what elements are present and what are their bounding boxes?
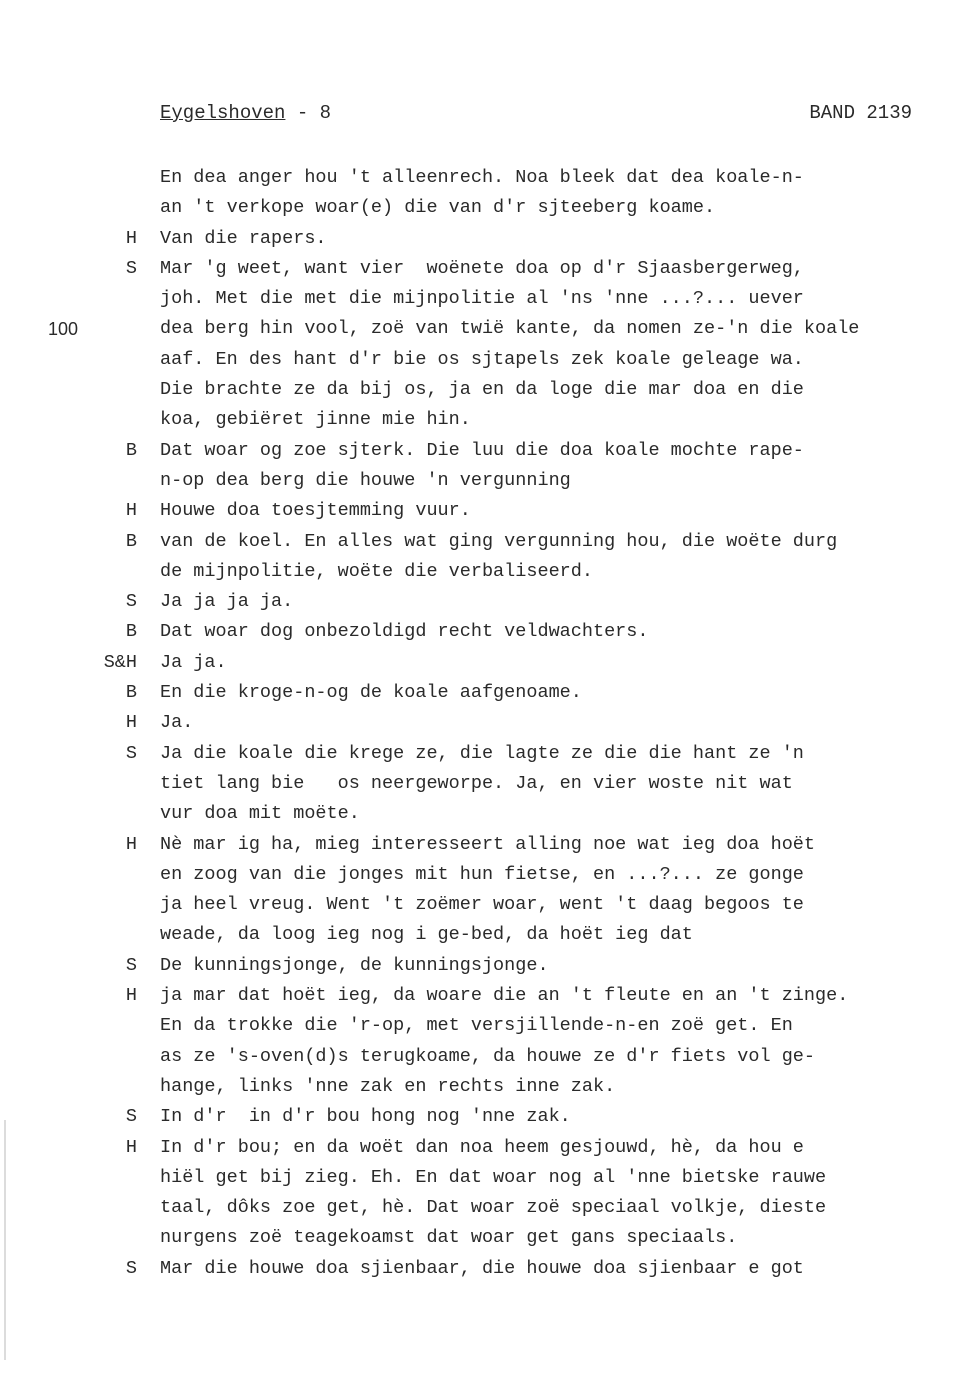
transcript-line (0, 163, 979, 193)
transcript-line (0, 981, 979, 1011)
transcript-line (0, 860, 979, 890)
speaker-label: H (125, 500, 137, 522)
line-text: vur doa mit moëte. (160, 803, 360, 825)
transcript-line (0, 830, 979, 860)
transcript-line (0, 254, 979, 284)
line-text: hange, links 'nne zak en rechts inne zak. (160, 1075, 616, 1097)
line-text: ja heel vreug. Went 't zoëmer woar, went 't daag begoos te (160, 894, 804, 916)
speaker-label: S (125, 591, 137, 613)
line-text: de mijnpolitie, woëte die verbaliseerd. (160, 560, 593, 582)
transcript-line (0, 466, 979, 496)
line-text: En die kroge-n-og de koale aafgenoame. (160, 682, 582, 704)
line-text: En da trokke die 'r-op, met versjillende-n-en zoë get. En (160, 1015, 793, 1037)
header-place (160, 102, 331, 124)
line-number: 100 (48, 319, 79, 340)
transcript-line (0, 678, 979, 708)
transcript-line (0, 739, 979, 769)
header-place-name: Eygelshoven (160, 102, 286, 124)
speaker-label: H (125, 1136, 137, 1158)
speaker-label: S (125, 742, 137, 764)
speaker-label: H (125, 712, 137, 734)
line-text: Dat woar og zoe sjterk. Die luu die doa koale mochte rape- (160, 439, 804, 461)
line-text: an 't verkope woar(e) die van d'r sjteeberg koame. (160, 197, 716, 219)
line-text: Ja die koale die krege ze, die lagte ze die die hant ze 'n (160, 742, 804, 764)
transcript-line (0, 1193, 979, 1223)
line-text: nurgens zoë teagekoamst dat woar get gans speciaals. (160, 1227, 738, 1249)
speaker-label: S (125, 257, 137, 279)
line-text: dea berg hin vool, zoë van twië kante, da nomen ze-'n die koale (160, 318, 860, 340)
transcript-line (0, 1254, 979, 1284)
transcript-line (0, 496, 979, 526)
transcript-line (0, 345, 979, 375)
transcript-line (0, 1133, 979, 1163)
transcript-line (0, 617, 979, 647)
line-text: koa, gebiëret jinne mie hin. (160, 409, 471, 431)
margin-mark (4, 1120, 6, 1360)
line-text: Die brachte ze da bij os, ja en da loge die mar doa en die (160, 379, 804, 401)
transcript-line (0, 193, 979, 223)
transcript-line (0, 1042, 979, 1072)
transcript-line (0, 375, 979, 405)
transcript-line (0, 436, 979, 466)
line-text: Mar 'g weet, want vier woënete doa op d'r Sjaasbergerweg, (160, 257, 804, 279)
transcript-line (0, 920, 979, 950)
speaker-label: S&H (103, 651, 137, 673)
transcript-line (0, 951, 979, 981)
speaker-label: B (125, 439, 137, 461)
speaker-label: B (125, 530, 137, 552)
transcript-line (0, 557, 979, 587)
line-text: In d'r bou; en da woët dan noa heem gesjouwd, hè, da hou e (160, 1136, 804, 1158)
page-header (160, 102, 912, 130)
speaker-label: B (125, 621, 137, 643)
line-text: Ja ja ja ja. (160, 591, 294, 613)
line-text: joh. Met die met die mijnpolitie al 'ns 'nne ...?... uever (160, 288, 804, 310)
line-text: aaf. En des hant d'r bie os sjtapels zek koale geleage wa. (160, 348, 804, 370)
line-text: ja mar dat hoët ieg, da woare die an 't fleute en an 't zinge. (160, 985, 849, 1007)
line-text: Houwe doa toesjtemming vuur. (160, 500, 471, 522)
line-text: Mar die houwe doa sjienbaar, die houwe doa sjienbaar e got (160, 1257, 804, 1279)
transcript-line (0, 890, 979, 920)
transcript-line (0, 1102, 979, 1132)
line-text: en zoog van die jonges mit hun fietse, en ...?... ze gonge (160, 863, 804, 885)
transcript-line (0, 648, 979, 678)
transcript-line (0, 284, 979, 314)
transcript-line (0, 527, 979, 557)
transcript-line (0, 314, 979, 344)
transcript-line (0, 405, 979, 435)
line-text: as ze 's-oven(d)s terugkoame, da houwe ze d'r fiets vol ge- (160, 1045, 816, 1067)
transcript-line (0, 1223, 979, 1253)
line-text: van de koel. En alles wat ging vergunning hou, die woëte durg (160, 530, 838, 552)
line-text: weade, da loog ieg nog i ge-bed, da hoët ieg dat (160, 924, 693, 946)
transcript-line (0, 587, 979, 617)
transcript-line (0, 1163, 979, 1193)
line-text: tiet lang bie os neergeworpe. Ja, en vier woste nit wat (160, 772, 793, 794)
transcript-line (0, 799, 979, 829)
transcript-line (0, 1011, 979, 1041)
transcript-line (0, 769, 979, 799)
line-text: En dea anger hou 't alleenrech. Noa bleek dat dea koale-n- (160, 167, 804, 188)
line-text: Ja. (160, 712, 194, 734)
speaker-label: S (125, 1257, 137, 1279)
line-text: Van die rapers. (160, 227, 327, 249)
line-text: Nè mar ig ha, mieg interesseert alling noe wat ieg doa hoët (160, 833, 816, 855)
line-text: De kunningsjonge, de kunningsjonge. (160, 954, 549, 976)
line-text: n-op dea berg die houwe 'n vergunning (160, 469, 571, 491)
line-text: In d'r in d'r bou hong nog 'nne zak. (160, 1106, 571, 1128)
line-text: Dat woar dog onbezoldigd recht veldwachters. (160, 621, 649, 643)
line-text: hiël get bij zieg. Eh. En dat woar nog al 'nne bietske rauwe (160, 1166, 827, 1188)
speaker-label: H (125, 985, 137, 1007)
header-band: BAND 2139 (809, 102, 912, 124)
speaker-label: B (125, 682, 137, 704)
transcript-body (0, 163, 979, 1284)
speaker-label: S (125, 954, 137, 976)
speaker-label: S (125, 1106, 137, 1128)
speaker-label: H (125, 833, 137, 855)
transcript-line (0, 224, 979, 254)
transcript-line (0, 708, 979, 738)
transcript-line (0, 1072, 979, 1102)
line-text: Ja ja. (160, 651, 227, 673)
speaker-label: H (125, 227, 137, 249)
header-page-number: - 8 (296, 102, 332, 124)
line-text: taal, dôks zoe get, hè. Dat woar zoë speciaal volkje, dieste (160, 1197, 827, 1219)
